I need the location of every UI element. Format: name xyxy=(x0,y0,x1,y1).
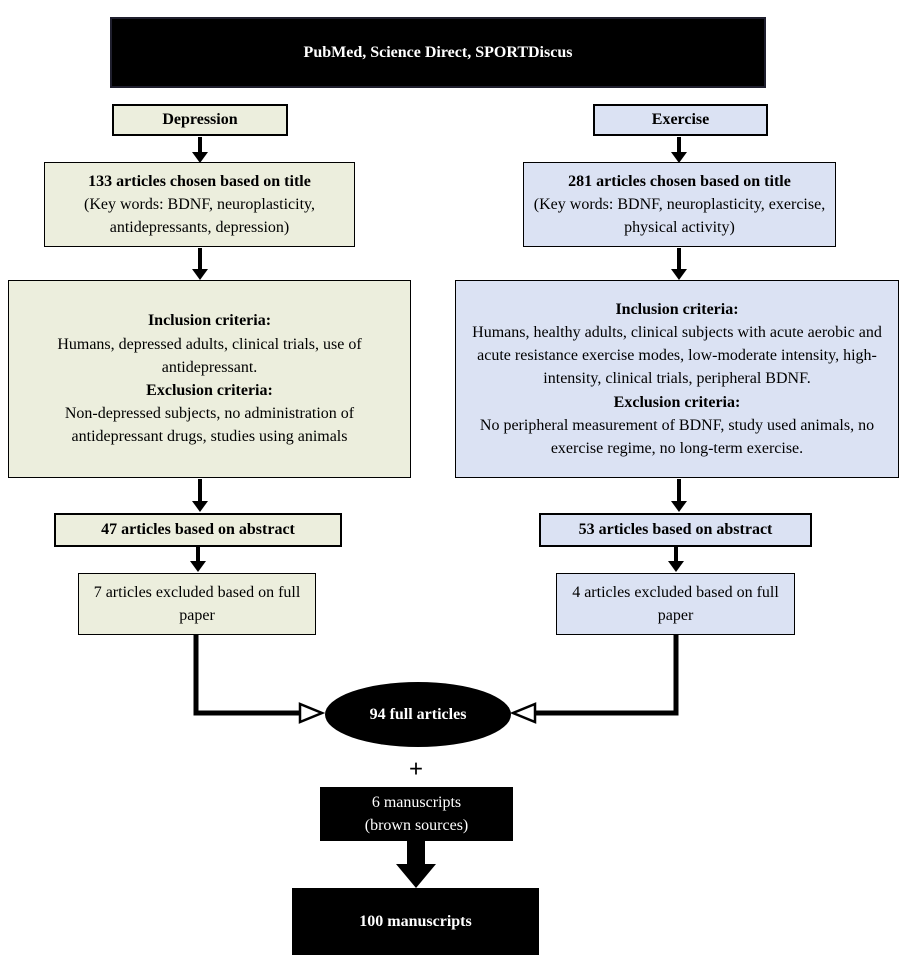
arrow-depression-abstract-to-excluded xyxy=(190,547,206,572)
added-manuscripts-source: (brown sources) xyxy=(364,817,469,834)
depression-title-selection-box xyxy=(44,162,355,247)
exercise-inclusion-label: Inclusion criteria: xyxy=(615,300,739,318)
exercise-excluded-label: 4 articles excluded based on full paper xyxy=(572,583,779,624)
arrow-exercise-criteria-to-abstract xyxy=(671,479,687,512)
depression-title-keywords: (Key words: BDNF, neuroplasticity, antidepressants, depression) xyxy=(84,195,315,237)
depression-title-count: 133 articles chosen based on title xyxy=(88,172,311,190)
arrow-depression-header-to-title xyxy=(192,137,208,163)
exercise-inclusion-text: Humans, healthy adults, clinical subjects with acute aerobic and acute resistance exercise modes, low-moderate intensity, high-intensity, clinical trials, peripheral BDNF. xyxy=(472,324,882,388)
exercise-excluded-box xyxy=(556,573,795,635)
added-manuscripts-box xyxy=(320,787,513,841)
exercise-header-label: Exercise xyxy=(651,111,710,129)
arrow-depression-criteria-to-abstract xyxy=(192,479,208,512)
arrow-exercise-abstract-to-excluded xyxy=(668,547,684,572)
depression-excluded-box xyxy=(78,573,316,635)
exercise-criteria-box xyxy=(455,280,899,478)
exercise-exclusion-label: Exclusion criteria: xyxy=(613,393,741,411)
source-databases-box xyxy=(110,17,766,88)
source-databases-label: PubMed, Science Direct, SPORTDiscus xyxy=(303,43,573,61)
exercise-abstract-label: 53 articles based on abstract xyxy=(578,521,773,539)
depression-header-label: Depression xyxy=(162,111,238,129)
arrow-depression-title-to-criteria xyxy=(192,248,208,280)
total-manuscripts-label: 100 manuscripts xyxy=(359,912,472,930)
depression-inclusion-label: Inclusion criteria: xyxy=(147,312,272,330)
exercise-abstract-box xyxy=(539,513,812,547)
arrow-exercise-header-to-title xyxy=(671,137,687,163)
arrow-exercise-title-to-criteria xyxy=(671,248,687,280)
connector-depression-to-full-articles xyxy=(196,635,322,722)
exercise-title-keywords: (Key words: BDNF, neuroplasticity, exercise, physical activity) xyxy=(533,195,826,237)
total-manuscripts-box xyxy=(292,888,539,955)
added-manuscripts-count: 6 manuscripts xyxy=(371,793,462,811)
depression-abstract-label: 47 articles based on abstract xyxy=(101,521,295,539)
depression-header-box xyxy=(112,104,288,136)
plus-symbol: + xyxy=(408,756,424,783)
depression-excluded-label: 7 articles excluded based on full paper xyxy=(93,583,301,624)
depression-exclusion-label: Exclusion criteria: xyxy=(146,382,273,399)
depression-criteria-box xyxy=(8,280,411,478)
depression-inclusion-text: Humans, depressed adults, clinical trials, use of antidepressant. xyxy=(57,335,362,376)
depression-exclusion-text: Non-depressed subjects, no administration of antidepressant drugs, studies using animals xyxy=(64,405,355,446)
arrow-manuscripts-to-total xyxy=(396,841,436,888)
exercise-header-box xyxy=(593,104,768,136)
exercise-title-count: 281 articles chosen based on title xyxy=(568,172,791,190)
exercise-title-selection-box xyxy=(523,162,836,247)
depression-abstract-box xyxy=(54,513,342,547)
connector-exercise-to-full-articles xyxy=(513,635,676,722)
full-articles-label: 94 full articles xyxy=(369,705,467,723)
full-articles-ellipse xyxy=(325,682,511,747)
exercise-exclusion-text: No peripheral measurement of BDNF, study used animals, no exercise regime, no long-term exercise. xyxy=(479,416,875,457)
